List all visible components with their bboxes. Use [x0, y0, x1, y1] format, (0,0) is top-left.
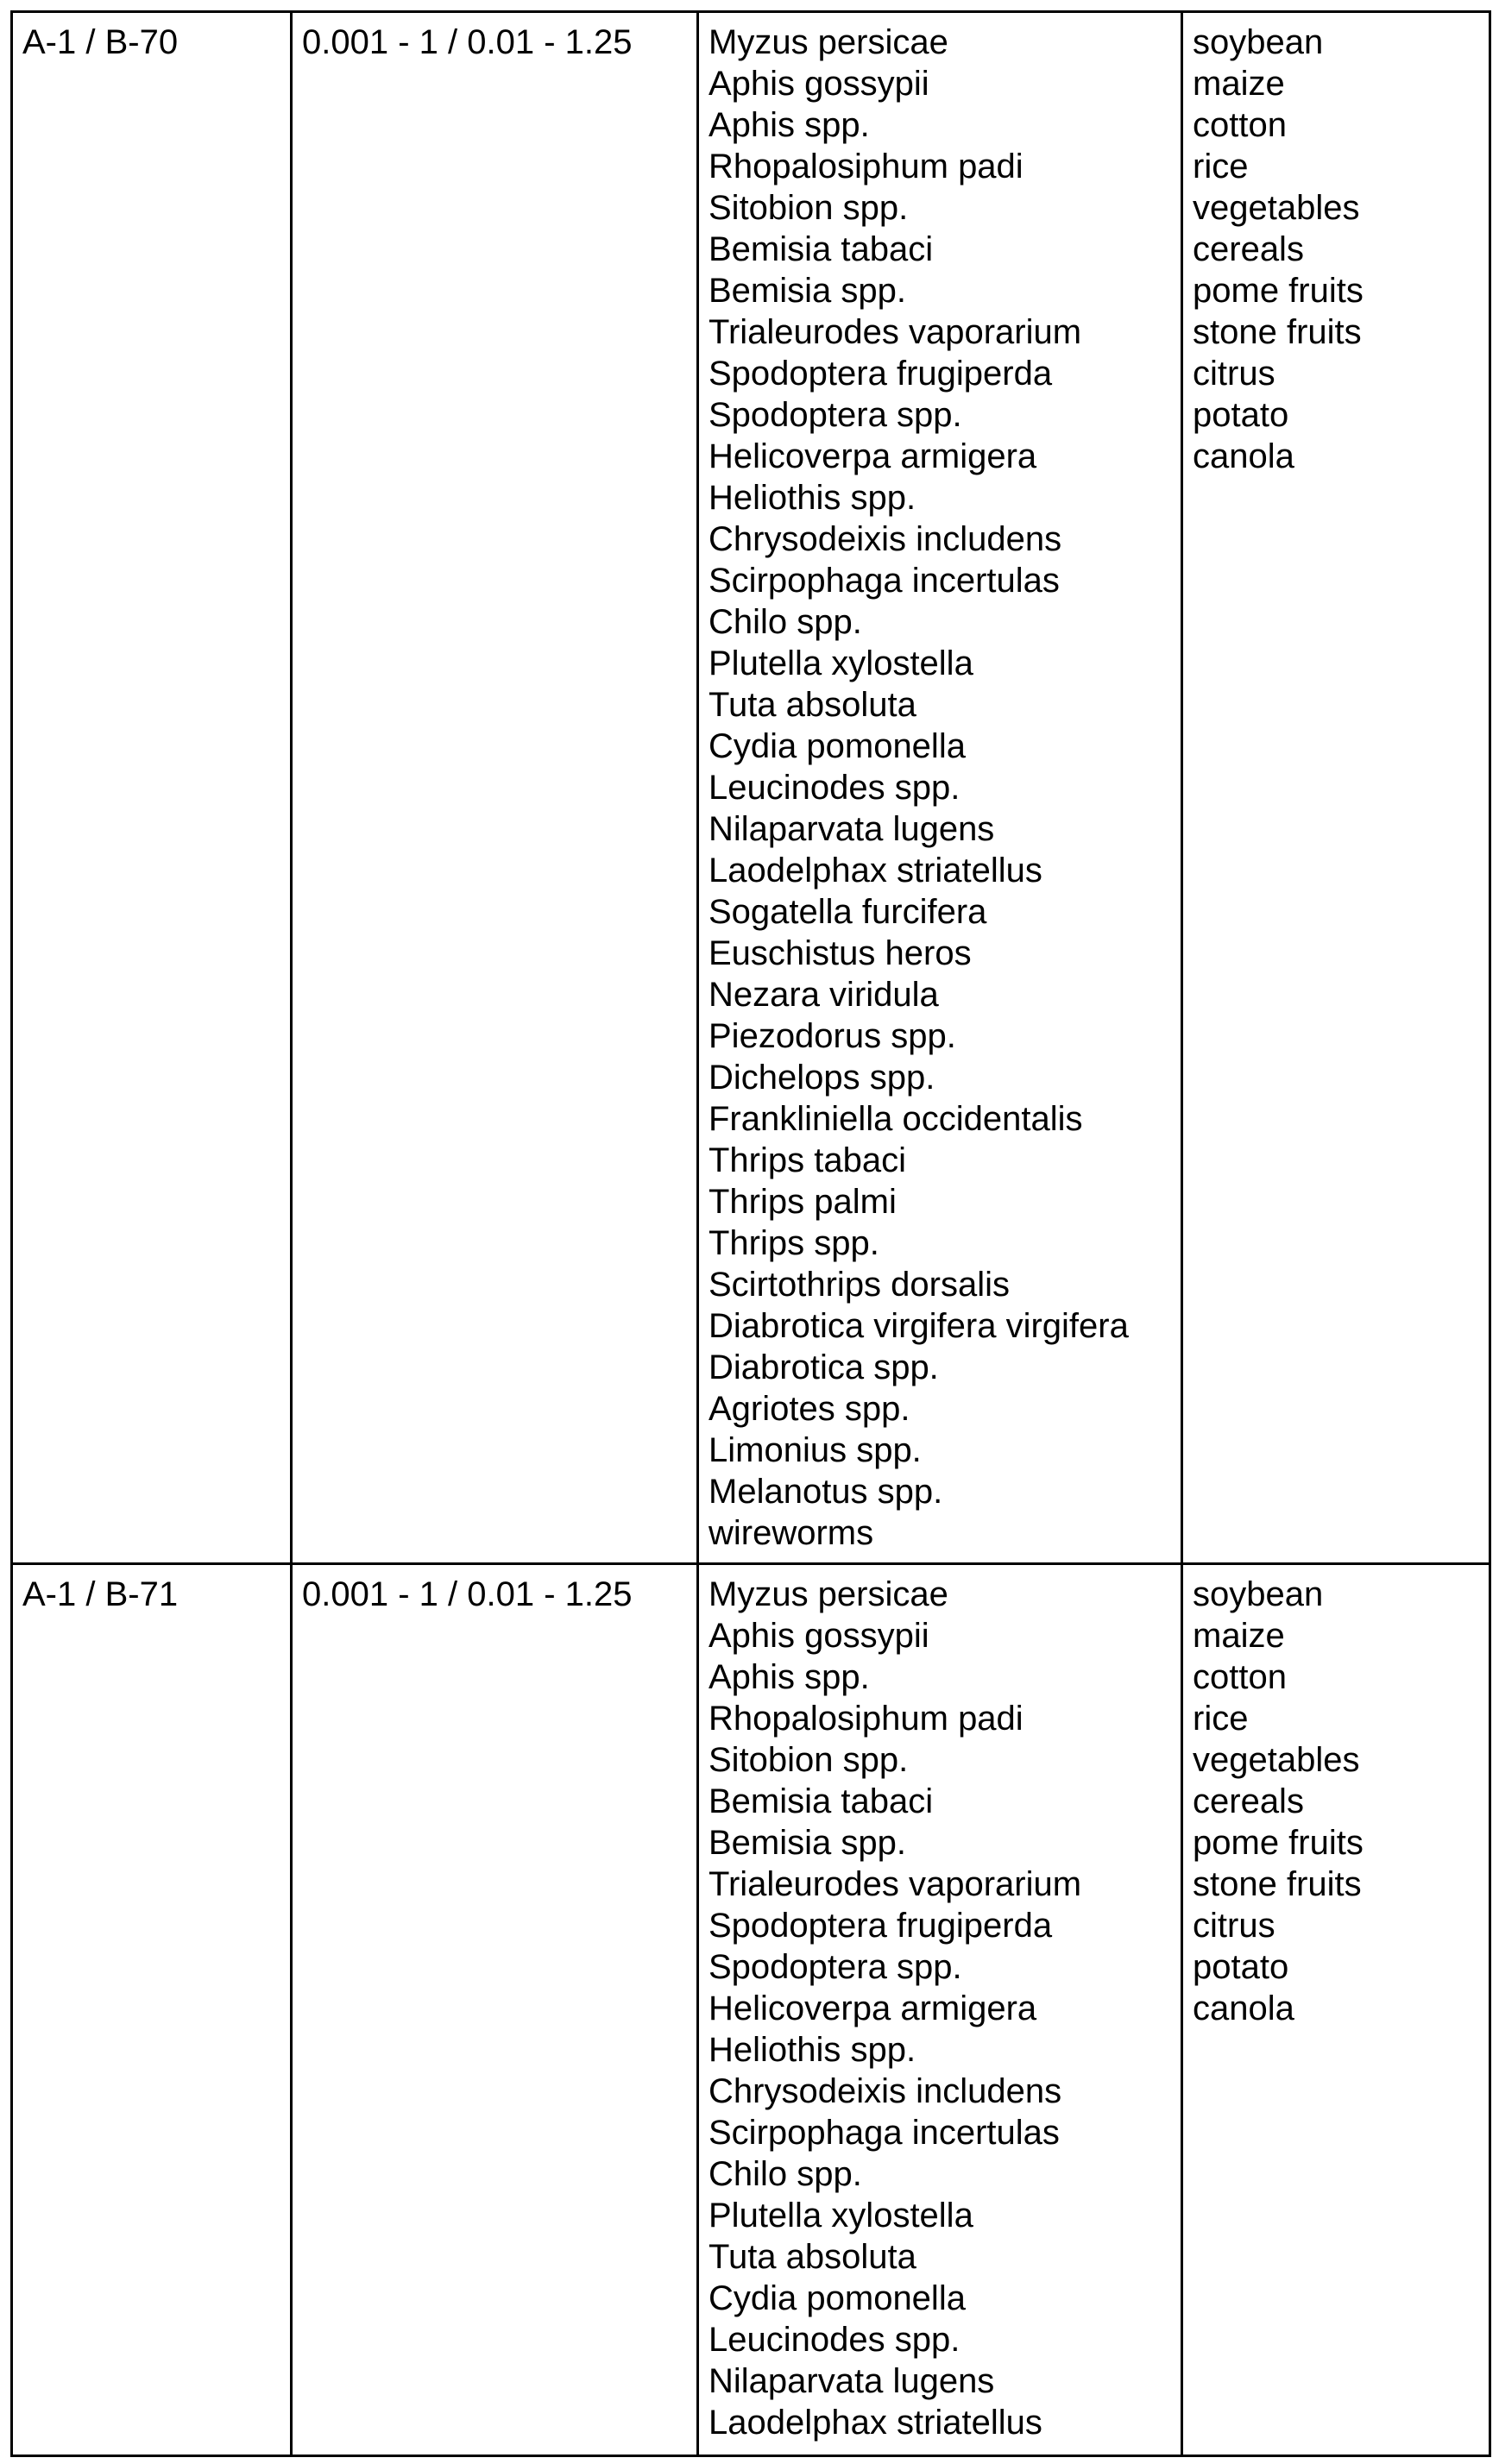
pest-name: Bemisia spp. — [709, 270, 1172, 311]
crops-cell — [1182, 1564, 1490, 2456]
crop-name: canola — [1193, 1988, 1480, 2029]
pest-name: Scirpophaga incertulas — [709, 560, 1172, 601]
pest-name: Myzus persicae — [709, 22, 1172, 63]
combination-table — [10, 10, 1491, 2457]
combination-cell: A-1 / B-70 — [12, 12, 292, 1564]
pest-name: Heliothis spp. — [709, 2029, 1172, 2071]
crop-name: citrus — [1193, 1905, 1480, 1946]
pest-name: Euschistus heros — [709, 933, 1172, 974]
pest-name: Chilo spp. — [709, 2153, 1172, 2195]
crop-name: rice — [1193, 1698, 1480, 1739]
pest-name: Chrysodeixis includens — [709, 519, 1172, 560]
crop-name: vegetables — [1193, 187, 1480, 229]
crops-cell — [1182, 12, 1490, 1564]
pest-name: Trialeurodes vaporarium — [709, 1864, 1172, 1905]
crop-name: canola — [1193, 436, 1480, 477]
table-row — [12, 1564, 1490, 2456]
rates-cell: 0.001 - 1 / 0.01 - 1.25 — [292, 1564, 698, 2456]
crop-name: stone fruits — [1193, 1864, 1480, 1905]
pest-name: Nezara viridula — [709, 974, 1172, 1015]
crop-name: cereals — [1193, 1781, 1480, 1822]
crop-name: maize — [1193, 1615, 1480, 1656]
pest-name: Frankliniella occidentalis — [709, 1098, 1172, 1140]
pest-name: Leucinodes spp. — [709, 767, 1172, 808]
pest-name: Spodoptera frugiperda — [709, 1905, 1172, 1946]
pest-name: Bemisia spp. — [709, 1822, 1172, 1864]
crop-name: maize — [1193, 63, 1480, 104]
pest-name: Sitobion spp. — [709, 1739, 1172, 1781]
table-body — [12, 12, 1490, 2456]
pest-name: Sogatella furcifera — [709, 891, 1172, 933]
pest-name: Nilaparvata lugens — [709, 2360, 1172, 2402]
crop-name: pome fruits — [1193, 1822, 1480, 1864]
combination-cell: A-1 / B-71 — [12, 1564, 292, 2456]
crop-name: cotton — [1193, 104, 1480, 146]
pest-name: Thrips tabaci — [709, 1140, 1172, 1181]
pest-name: Thrips spp. — [709, 1223, 1172, 1264]
table-row — [12, 12, 1490, 1564]
pest-name: Tuta absoluta — [709, 684, 1172, 726]
crop-name: potato — [1193, 1946, 1480, 1988]
crop-name: cotton — [1193, 1656, 1480, 1698]
pest-name: Scirpophaga incertulas — [709, 2112, 1172, 2153]
pest-name: Helicoverpa armigera — [709, 1988, 1172, 2029]
pest-name: Plutella xylostella — [709, 2195, 1172, 2236]
pest-name: Plutella xylostella — [709, 643, 1172, 684]
pest-name: Cydia pomonella — [709, 726, 1172, 767]
pest-name: Nilaparvata lugens — [709, 808, 1172, 850]
pest-name: Chilo spp. — [709, 601, 1172, 643]
pest-name: Leucinodes spp. — [709, 2319, 1172, 2360]
pest-name: wireworms — [709, 1512, 1172, 1554]
pest-name: Rhopalosiphum padi — [709, 146, 1172, 187]
pest-name: Bemisia tabaci — [709, 229, 1172, 270]
rates-cell: 0.001 - 1 / 0.01 - 1.25 — [292, 12, 698, 1564]
crop-name: soybean — [1193, 22, 1480, 63]
crop-name: potato — [1193, 394, 1480, 436]
pest-name: Dichelops spp. — [709, 1057, 1172, 1098]
pest-name: Myzus persicae — [709, 1574, 1172, 1615]
crop-name: pome fruits — [1193, 270, 1480, 311]
pest-name: Rhopalosiphum padi — [709, 1698, 1172, 1739]
pest-name: Trialeurodes vaporarium — [709, 311, 1172, 353]
pest-name: Cydia pomonella — [709, 2278, 1172, 2319]
pest-name: Laodelphax striatellus — [709, 850, 1172, 891]
pests-cell — [698, 12, 1182, 1564]
crop-name: soybean — [1193, 1574, 1480, 1615]
crop-name: stone fruits — [1193, 311, 1480, 353]
pest-name: Helicoverpa armigera — [709, 436, 1172, 477]
pest-name: Spodoptera frugiperda — [709, 353, 1172, 394]
pest-name: Diabrotica virgifera virgifera — [709, 1305, 1172, 1347]
pest-name: Bemisia tabaci — [709, 1781, 1172, 1822]
crop-name: rice — [1193, 146, 1480, 187]
pest-name: Chrysodeixis includens — [709, 2071, 1172, 2112]
pest-name: Spodoptera spp. — [709, 1946, 1172, 1988]
crop-name: citrus — [1193, 353, 1480, 394]
pest-name: Aphis gossypii — [709, 63, 1172, 104]
pest-name: Sitobion spp. — [709, 187, 1172, 229]
pest-name: Aphis spp. — [709, 104, 1172, 146]
pest-name: Aphis spp. — [709, 1656, 1172, 1698]
crop-name: vegetables — [1193, 1739, 1480, 1781]
pest-name: Tuta absoluta — [709, 2236, 1172, 2278]
pest-name: Piezodorus spp. — [709, 1015, 1172, 1057]
pest-name: Agriotes spp. — [709, 1388, 1172, 1430]
crop-name: cereals — [1193, 229, 1480, 270]
pest-name: Scirtothrips dorsalis — [709, 1264, 1172, 1305]
pest-name: Thrips palmi — [709, 1181, 1172, 1223]
pest-name: Diabrotica spp. — [709, 1347, 1172, 1388]
pest-name: Limonius spp. — [709, 1430, 1172, 1471]
pest-name: Laodelphax striatellus — [709, 2402, 1172, 2443]
pest-name: Spodoptera spp. — [709, 394, 1172, 436]
pest-name: Aphis gossypii — [709, 1615, 1172, 1656]
pest-name: Heliothis spp. — [709, 477, 1172, 519]
pest-name: Melanotus spp. — [709, 1471, 1172, 1512]
pests-cell — [698, 1564, 1182, 2456]
